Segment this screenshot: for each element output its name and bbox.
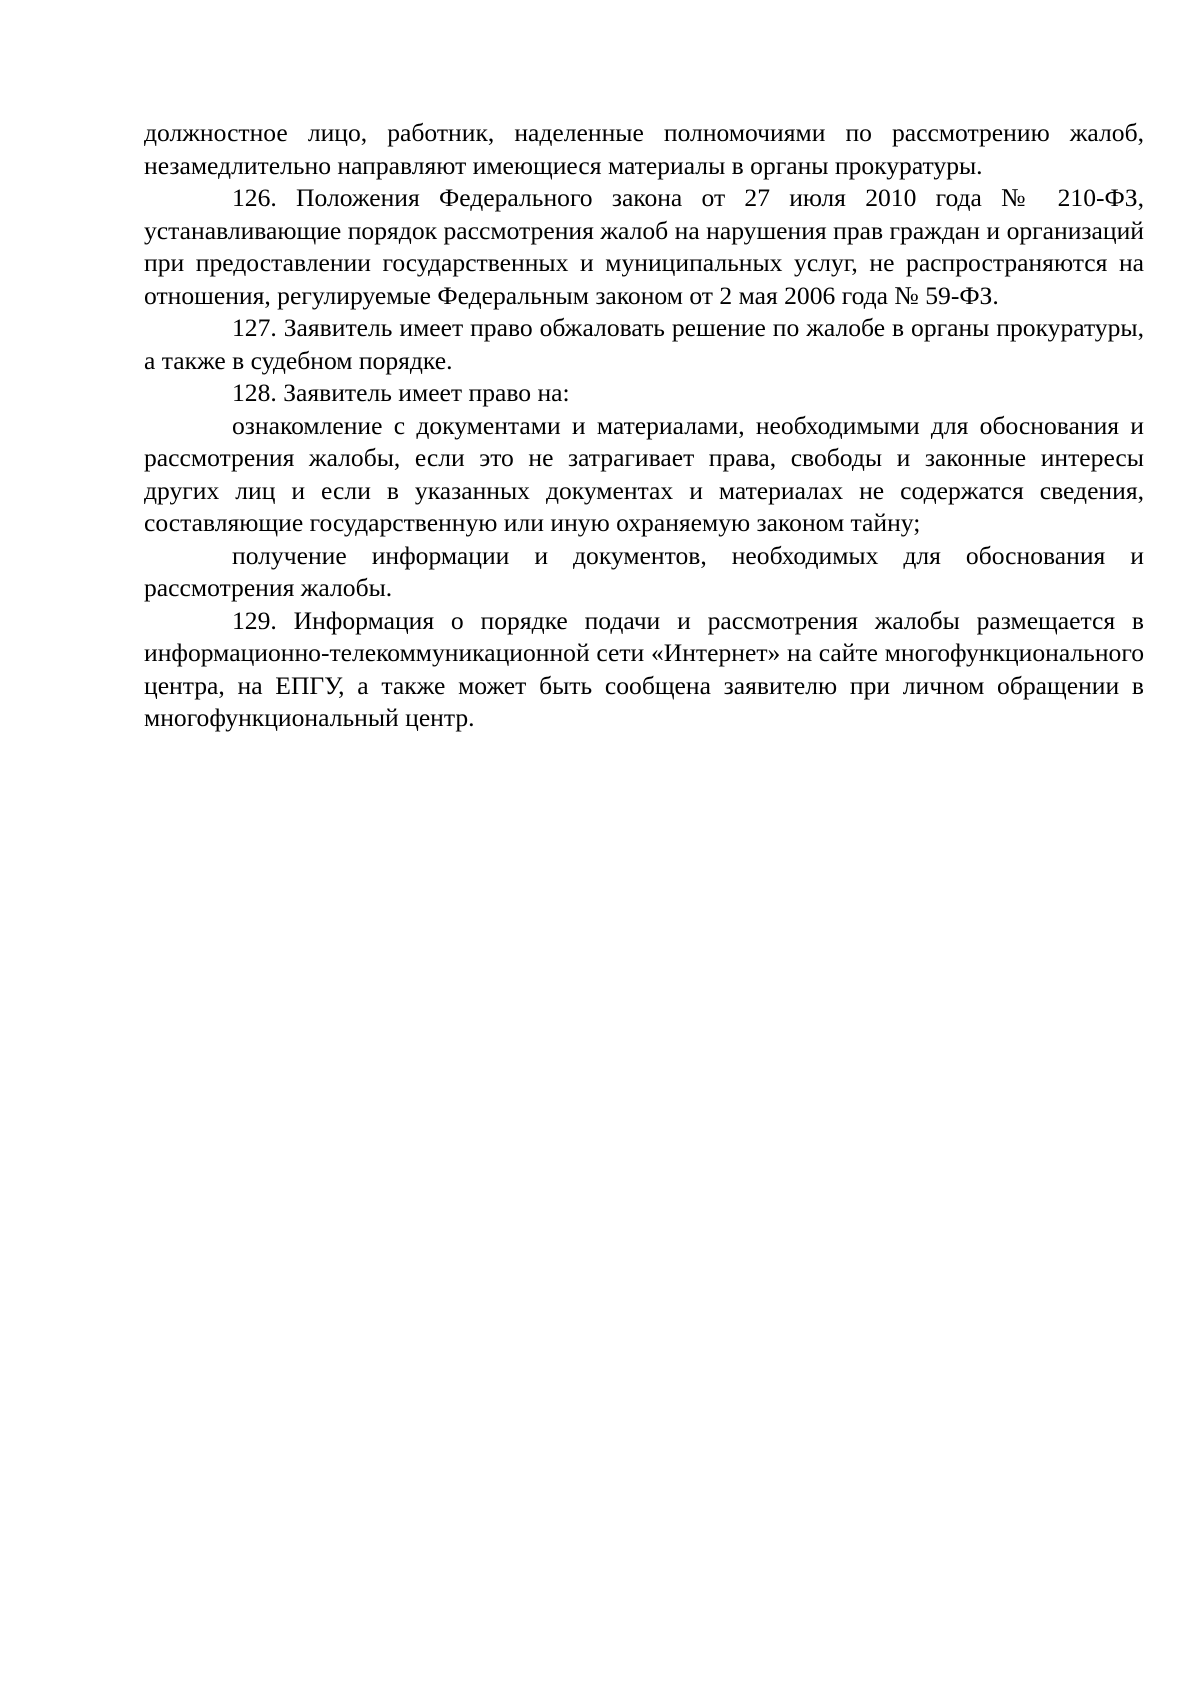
paragraph-128-item-review: ознакомление с документами и материалами, необходимыми для обоснования и рассмотрения жалобы, если это не затрагивает права, свободы и законные интересы других лиц и если в указанных документах и материалах не содержатся сведения, составляющие государственную или иную охраняемую законом тайну; <box>144 410 1144 537</box>
paragraph-continuation: должностное лицо, работник, наделенные полномочиями по рассмотрению жалоб, незамедлительно направляют имеющиеся материалы в органы прокуратуры. <box>144 118 1144 180</box>
document-body <box>144 117 1144 735</box>
paragraph-127: 127. Заявитель имеет право обжаловать решение по жалобе в органы прокуратуры, а также в судебном порядке. <box>144 313 1144 375</box>
paragraph-126: 126. Положения Федерального закона от 27 июля 2010 года № 210-ФЗ, устанавливающие порядок рассмотрения жалоб на нарушения прав граждан и организаций при предоставлении государственных и муниципальных услуг, не распространяются на отношения, регулируемые Федеральным законом от 2 мая 2006 года № 59-ФЗ. <box>144 183 1144 310</box>
paragraph-129: 129. Информация о порядке подачи и рассмотрения жалобы размещается в информационно-телекоммуникационной сети «Интернет» на сайте многофункционального центра, на ЕПГУ, а также может быть сообщена заявителю при личном обращении в многофункциональный центр. <box>144 605 1144 732</box>
paragraph-128-item-information: получение информации и документов, необходимых для обоснования и рассмотрения жалобы. <box>144 540 1144 602</box>
paragraph-128: 128. Заявитель имеет право на: <box>232 378 570 407</box>
